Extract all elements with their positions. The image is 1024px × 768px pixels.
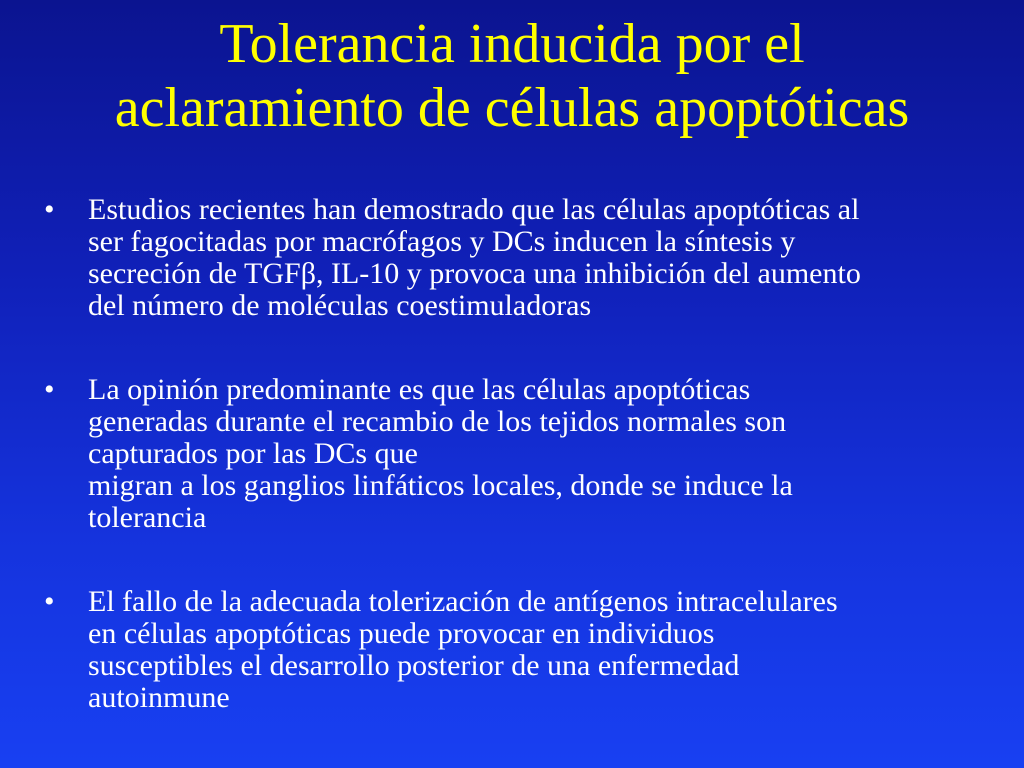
bullet-item — [44, 586, 984, 714]
bullet-item — [44, 374, 984, 534]
bullet-dot: • — [44, 373, 55, 406]
bullet-line: en células apoptóticas puede provocar en individuos — [88, 617, 715, 650]
slide-title — [0, 12, 1024, 140]
bullet-list — [44, 194, 984, 714]
bullet-line: capturados por las DCs que — [88, 437, 418, 470]
bullet-line: secreción de TGFβ, IL-10 y provoca una inhibición del aumento — [88, 257, 861, 290]
bullet-line: ser fagocitadas por macrófagos y DCs inducen la síntesis y — [88, 225, 796, 258]
bullet-line: migran a los ganglios linfáticos locales, donde se induce la — [88, 469, 793, 502]
bullet-item — [44, 194, 984, 322]
title-line-2: aclaramiento de células apoptóticas — [114, 77, 910, 139]
bullet-text — [88, 586, 984, 714]
bullet-dot: • — [44, 585, 55, 618]
bullet-text — [88, 374, 984, 534]
bullet-line: Estudios recientes han demostrado que las células apoptóticas al — [88, 193, 860, 226]
bullet-dot: • — [44, 193, 55, 226]
title-line-1: Tolerancia inducida por el — [219, 13, 805, 75]
bullet-line: El fallo de la adecuada tolerización de antígenos intracelulares — [88, 585, 838, 618]
bullet-text — [88, 194, 984, 322]
bullet-line: La opinión predominante es que las células apoptóticas — [88, 373, 751, 406]
bullet-line: susceptibles el desarrollo posterior de una enfermedad — [88, 649, 740, 682]
bullet-line: autoinmune — [88, 681, 230, 714]
bullet-line: generadas durante el recambio de los tejidos normales son — [88, 405, 787, 438]
bullet-line: del número de moléculas coestimuladoras — [88, 289, 592, 322]
bullet-line: tolerancia — [88, 501, 207, 534]
